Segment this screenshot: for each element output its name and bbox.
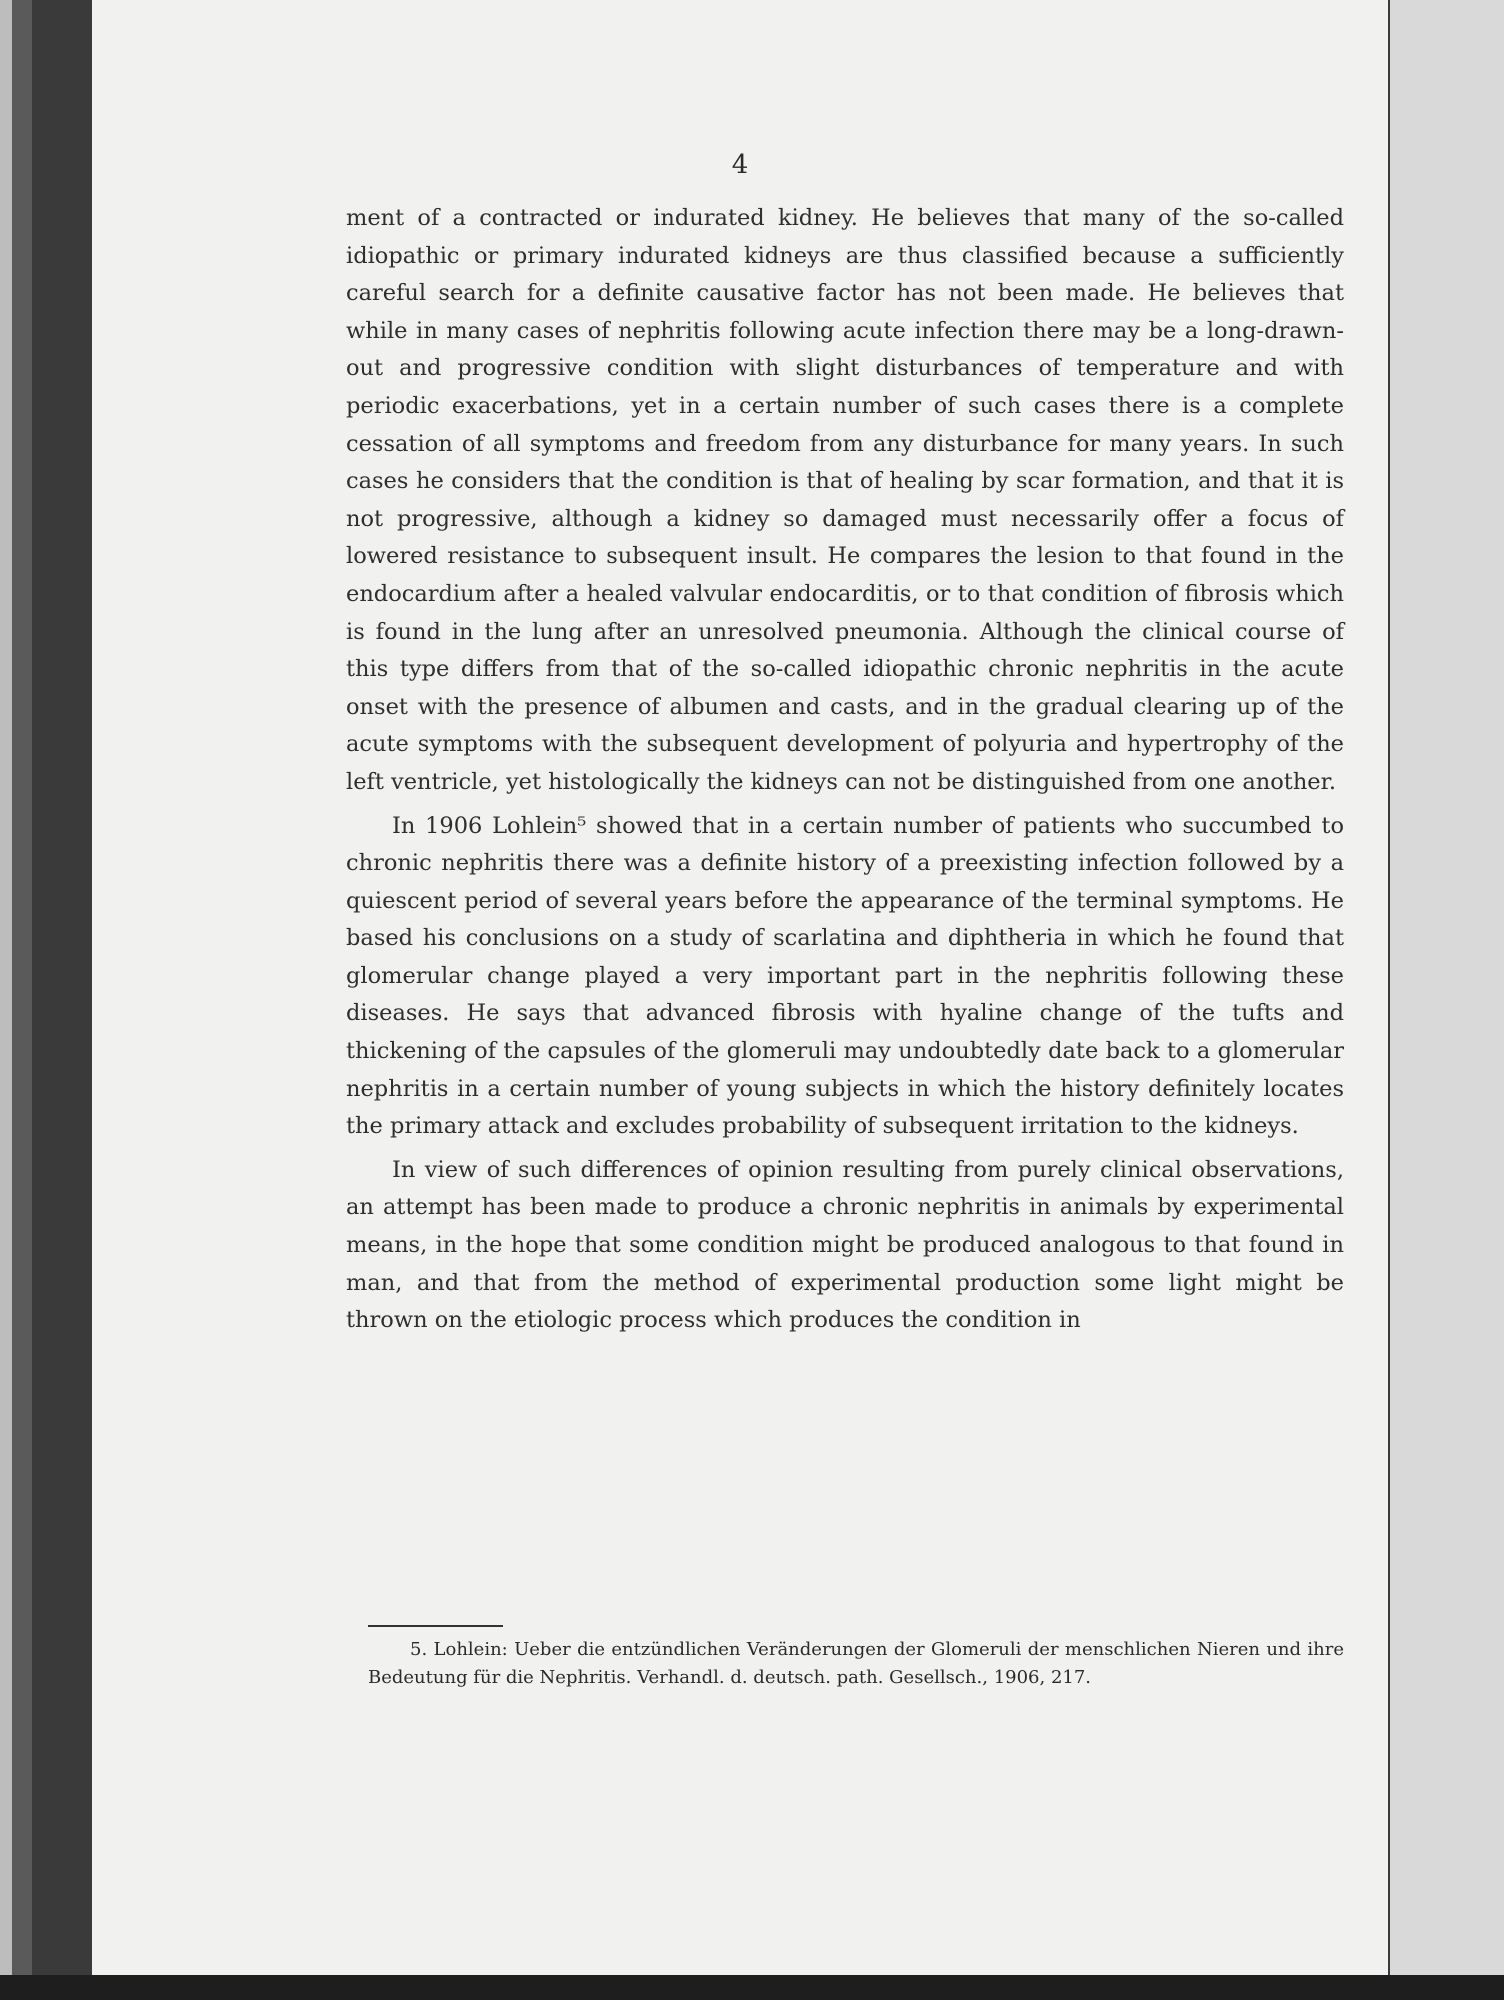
paragraph-1: ment of a contracted or indurated kidney. He believes that many of the so-called idiopathic or primary indurated kidneys are thus classified because a sufficiently careful search for a definite causative factor has not been made. He believes that while in many cases of nephritis following acute infection there may be a long-drawn-out and progressive condition with slight disturbances of temperature and with periodic exacerbations, yet in a certain number of such cases there is a complete cessation of all symptoms and freedom from any disturbance for many years. In such cases he considers that the condition is that of healing by scar formation, and that it is not progressive, although a kidney so damaged must necessarily offer a focus of lowered resistance to subsequent insult. He compares the lesion to that found in the endocardium after a healed valvular endocarditis, or to that condition of fibrosis which is found in the lung after an unresolved pneumonia. Although the clinical course of this type differs from that of the so-called idiopathic chronic nephritis in the acute onset with the presence of albumen and casts, and in the gradual clearing up of the acute symptoms with the subsequent development of polyuria and hypertrophy of the left ventricle, yet histologically the kidneys can not be distinguished from one another. [346,205,1344,795]
body-text [346,200,1344,1340]
page-number: 4 [731,150,749,180]
right-edge [1390,0,1504,2000]
footnote-rule [368,1625,503,1627]
paragraph-2: In 1906 Lohlein⁵ showed that in a certain number of patients who succumbed to chronic nephritis there was a definite history of a preexisting infection followed by a quiescent period of several years before the appearance of the terminal symptoms. He based his conclusions on a study of scarlatina and diphtheria in which he found that glomerular change played a very important part in the nephritis following these diseases. He says that advanced fibrosis with hyaline change of the tufts and thickening of the capsules of the glomeruli may undoubtedly date back to a glomerular nephritis in a certain number of young subjects in which the history definitely locates the primary attack and excludes probability of subsequent irritation to the kidneys. [346,812,1344,1140]
binding-edge-dark [32,0,92,2000]
document-page [92,0,1388,1975]
binding-edge [0,0,12,2000]
footnote: 5. Lohlein: Ueber die entzündlichen Veränderungen der Glomeruli der menschlichen Nieren und ihre Bedeutung für die Nephritis. Verhandl. d. deutsch. path. Gesellsch., 1906, 217. [368,1639,1344,1688]
binding-edge-shadow [12,0,32,2000]
paragraph-3: In view of such differences of opinion resulting from purely clinical observations, an attempt has been made to produce a chronic nephritis in animals by experimental means, in the hope that some condition might be produced analogous to that found in man, and that from the method of experimental production some light might be thrown on the etiologic process which produces the condition in [346,1156,1344,1334]
bottom-edge [0,1975,1504,2000]
